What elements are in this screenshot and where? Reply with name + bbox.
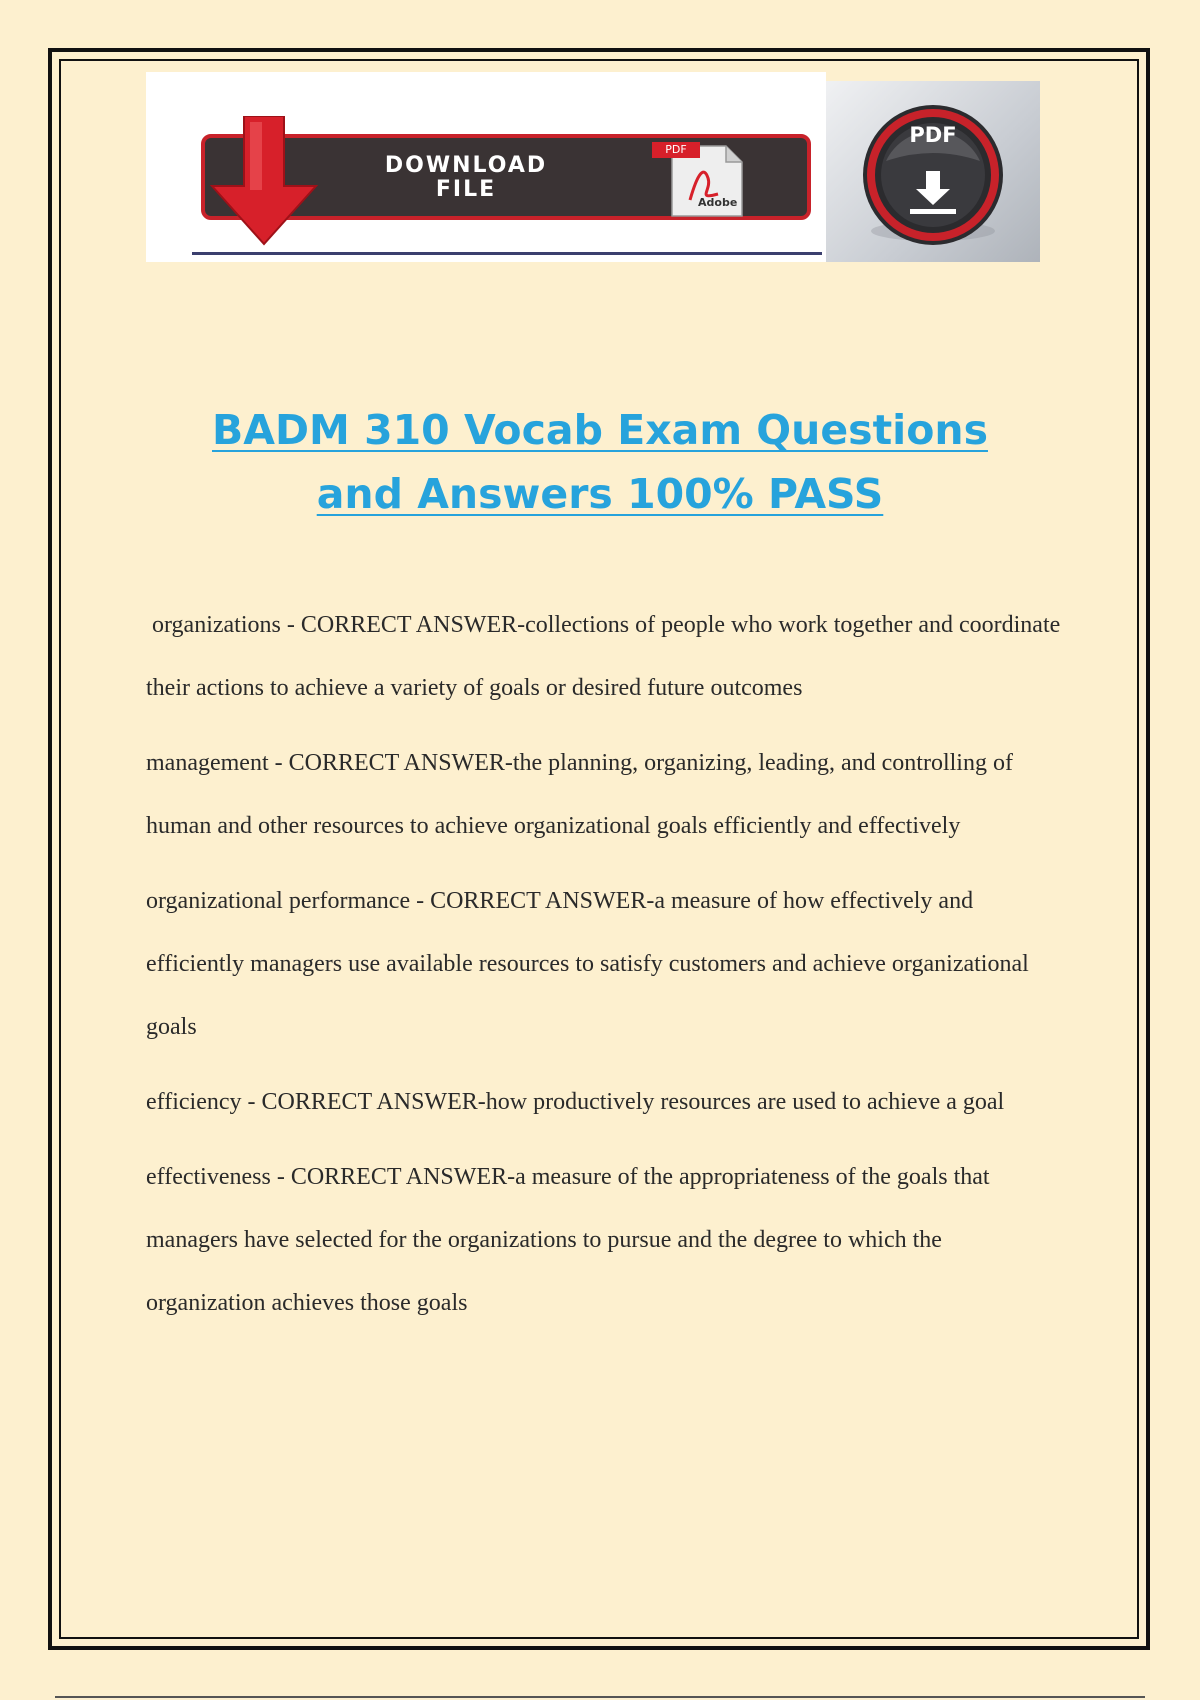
adobe-label: Adobe xyxy=(698,196,738,209)
download-label-line1: DOWNLOAD xyxy=(384,153,548,178)
download-label xyxy=(341,154,591,202)
pdf-badge-label: PDF xyxy=(909,123,957,147)
document-title xyxy=(100,398,1100,526)
vocab-entry-efficiency: efficiency - CORRECT ANSWER-how productively resources are used to achieve a goal xyxy=(146,1089,1005,1115)
vocab-entry-effectiveness: effectiveness - CORRECT ANSWER-a measure of the appropriateness of the goals that managers have selected for the organizations to pursue and the degree to which the organization achieves those goals xyxy=(146,1164,990,1316)
vocab-entry-management: management - CORRECT ANSWER-the planning, organizing, leading, and controlling of human and other resources to achieve organizational goals efficiently and effectively xyxy=(146,750,1013,839)
vocab-entry-organizational-performance: organizational performance - CORRECT ANSWER-a measure of how effectively and efficiently managers use available resources to satisfy customers and achieve organizational goals xyxy=(146,888,1029,1040)
pdf-document-icon xyxy=(652,142,752,218)
vocab-entry-organizations: organizations - CORRECT ANSWER-collections of people who work together and coordinate their actions to achieve a variety of goals or desired future outcomes xyxy=(146,612,1061,701)
document-title-line2: and Answers 100% PASS xyxy=(316,470,884,518)
pdf-document-label: PDF xyxy=(652,142,700,158)
vocab-entries xyxy=(146,594,1066,1347)
page-bottom-rule xyxy=(55,1696,1145,1698)
download-label-line2: FILE xyxy=(435,177,497,202)
pdf-download-badge[interactable] xyxy=(826,81,1040,262)
download-banner[interactable] xyxy=(146,72,826,262)
pdf-download-icon xyxy=(826,81,1040,262)
banner-underline xyxy=(192,252,822,255)
download-arrow-icon xyxy=(204,116,324,246)
document-title-line1: BADM 310 Vocab Exam Questions xyxy=(212,406,988,454)
